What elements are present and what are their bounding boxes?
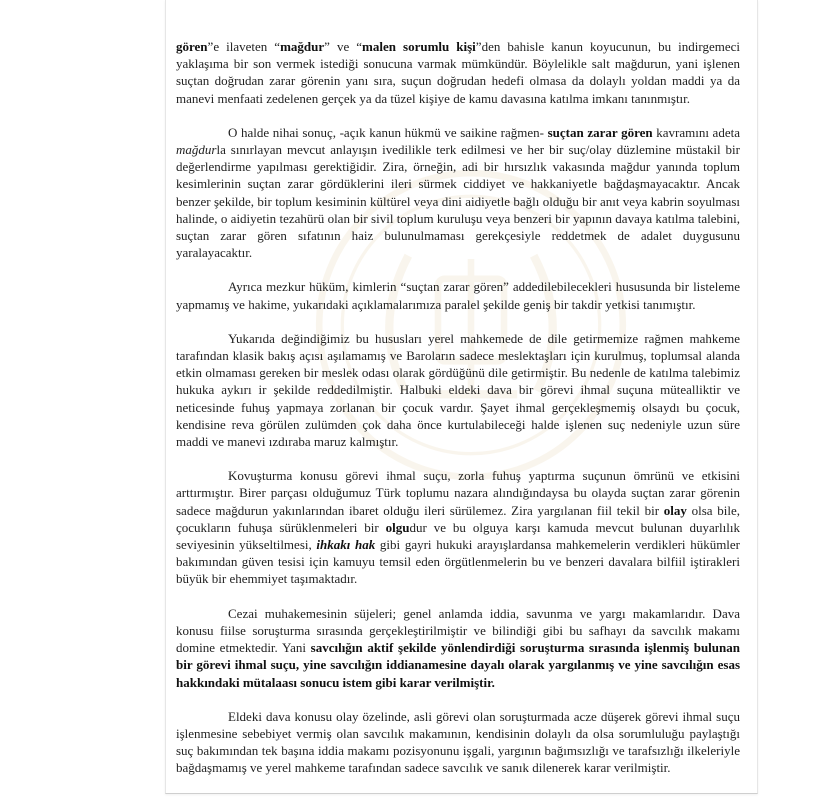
text-run: Ayrıca mezkur hüküm, kimlerin “suçtan zarar gören” addedilebilecekleri hususunda bir listeleme yapmamış ve hakime, yukarıdaki açıklamalarımıza paralel şekilde geniş bir takdir yetkisi tanımıştır. [176,279,740,312]
text-run: dur ve bu olguya karşı kamuda mevcut bulunan duyarlılık seviyesinin yükseltilmesi, [176,519,740,553]
paragraph [176,278,740,312]
paragraph [176,605,740,691]
emphasized-text: mağdur [280,39,325,54]
emphasized-text: savcılığın aktif şekilde yönlendirdiği soruşturma sırasında işlenmiş bulunan bir görevi ihmal suçu, yine savcılığın iddianamesine dayalı olarak yargılanmış ve yine savcılığın esas hakkındaki mütalaası sonucu istem gibi karar verilmiştir. [176,640,740,690]
document-body [176,38,740,794]
text-run: ” ve “ [324,39,363,54]
text-run: gibi gayri hukuki arayışlardansa mahkemelerin verdikleri hükümler bakımından güven tesisi için kamuyu temsil eden örgütlenmelerin bu ve benzeri davalara bilfiil iştirakleri büyük bir ehemmiyet taşımaktadır. [176,537,741,587]
text-run: O halde nihai sonuç, -açık kanun hükmü ve saikine rağmen- [228,124,548,140]
text-run: kavramını adeta [652,124,740,140]
italic-text: mağdur [176,142,217,158]
emphasized-text: ihkakı hak [316,537,376,553]
paragraph [176,467,740,587]
text-run: ”e ilaveten “ [207,39,281,54]
emphasized-text: gören [176,39,208,54]
text-run: Kovuşturma konusu görevi ihmal suçu, zorla fuhuş yaptırma suçunun ömrünü ve etkisini arttırmıştır. Birer parçası olduğumuz Türk toplumu nazara alındığındaysa bu olayda suçtan zarar görenin sadece mağdurun yakınlarından ibaret olduğu ileri sürülemez. Zira yargılanan fiil tekil bir [176,468,740,518]
text-run: Eldeki dava konusu olay özelinde, asli görevi olan soruşturmada acze düşerek görevi ihmal suçu işlenmesine sebebiyet vermiş olan savcılık makamının, kendisinin dolaylı da olsa sorumluluğu paylaştığı suç bakımından tek başına iddia makamı pozisyonunu işgali, yargının bağımsızlığı ve tarafsızlığı ilkeleriyle bağdaşmamış ve yerel mahkeme tarafından sadece savcılık ve sanık dilenerek karar verilmiştir. [176,708,740,776]
emphasized-text: olgu [385,519,410,535]
text-run: Yukarıda değindiğimiz bu hususları yerel mahkemede de dile getirmemize rağmen mahkeme tarafından klasik bakış açısı aşılamamış ve Baroların sadece meslektaşları için kurulmuş, toplumsal alanda etkin olmaması gereken bir meslek odası olarak gördüğünü dile getirmiştir. Bu nedenle de katılma talebimiz hukuka aykırı ir şekilde reddedilmiştir. Halbuki eldeki dava bir görevi ihmal suçuna mütealliktir ve neticesinde fuhuş yapmaya zorlanan bir çocuk vardır. Şayet ihmal gerçekleşmemiş olsaydı bu çocuk, kendisine reva görülen zulümden çok daha önce kurtulabileceği halde işlenen suç nedeniyle uzun süre maddi ve manevi ızdıraba maruz kalmıştır. [176,330,740,450]
paragraph [176,124,740,262]
text-run: ”den bahisle kanun koyucunun, bu indirgemeci yaklaşıma bir son vermek istediği sonucuna varmak mümkündür. Böylelikle salt mağdurun, yani işlenen suçtan doğrudan zarar görenin yanı sıra, suçun doğrudan hedefi olmasa da dolaylı yoldan maddi ya da manevi menfaati zedelenen gerçek ya da tüzel kişiye de kamu davasına katılma imkanı tanınmıştır. [176,39,740,106]
paragraph [176,330,740,450]
emphasized-text: malen sorumlu kişi [362,39,476,54]
text-run: Cezai muhakemesinin süjeleri; genel anlamda iddia, savunma ve yargı makamlarıdır. Dava konusu fiilse soruşturma sırasında gerçekleştirilmiştir ve bilindiği gibi bu safhayı da savcılık makamı domine etmektedir. Yani [176,605,740,656]
text-run: olsa bile, çocukların fuhuşa sürüklenmeleri bir [176,502,740,535]
emphasized-text: suçtan zarar gören [547,124,653,140]
paragraph [176,38,740,107]
emphasized-text: olay [663,502,687,518]
text-run: la sınırlayan mevcut anlayışın ivedilikle terk edilmesi ve her bir suç/olay düzlemine müstakil bir değerlendirme yapılması gerektiğidir. Zira, örneğin, adi bir hırsızlık vakasında mağdur yanında toplum kesimlerinin suçtan zarar gördüklerini ileri sürmek ciddiyet ve hakkaniyetle bağdaşmayacaktır. Ancak benzer şekilde, bir toplum kesiminin kültürel veya dini aidiyetle bağlı olduğu bir anıt veya kabrin soyulması halinde, o aidiyetin tezahürü olan bir sivil toplum kuruluşu veya benzeri bir yapının davaya katılma talebini, suçtan zarar gören sıfatının haiz bulunulmaması gerekçesiyle reddetmek de adalet duygusunu yaralayacaktır. [176,142,740,261]
paragraph [176,708,740,777]
document-page [165,0,758,794]
